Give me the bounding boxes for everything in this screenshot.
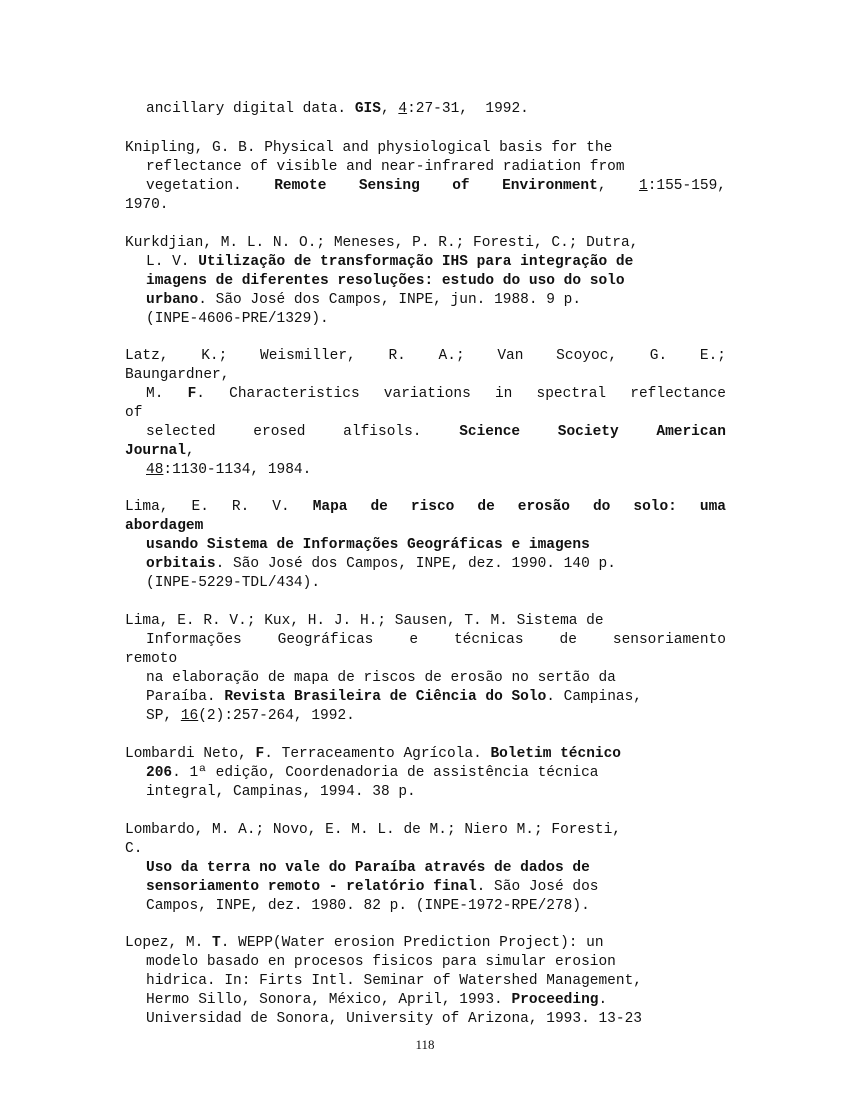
reference-line [146,972,850,991]
text-segment: Baungardner, [125,367,230,383]
text-segment: reflectance of visible and near-infrared radiation from [146,159,625,175]
text-segment: of [125,405,143,421]
bold-text: F [187,386,197,402]
bold-text: Remote Sensing of Environment [274,178,598,194]
text-segment: . São José dos Campos, INPE, dez. 1990. 140 p. [215,556,616,572]
bold-text: orbitais [146,556,216,572]
text-segment: . Campinas, [546,689,642,705]
reference-line [125,498,726,517]
reference-line [146,669,850,688]
bold-text: Science Society American [459,424,726,440]
reference-line [146,272,850,291]
bold-text: imagens de diferentes resoluções: estudo do uso do solo [146,273,625,289]
reference-line [146,859,850,878]
page-number: 118 [415,1037,435,1052]
text-segment: L. V. [146,254,199,270]
bold-text: Mapa de risco de erosão do solo: uma [312,499,726,515]
text-segment: M. [146,386,188,402]
volume-number: 1 [638,178,648,194]
text-segment: . WEPP(Water erosion Prediction Project): un [220,935,604,951]
text-segment: (INPE-4606-PRE/1329). [146,311,329,327]
reference-line [125,934,850,953]
reference-line [125,442,850,461]
bold-text: abordagem [125,518,204,534]
reference-line [146,991,850,1010]
text-segment: Lima, E. R. V.; Kux, H. J. H.; Sausen, T. M. Sistema de [125,613,604,629]
reference-line [125,821,850,840]
text-segment: ancillary digital data. [146,101,355,117]
text-segment: Lombardo, M. A.; Novo, E. M. L. de M.; Niero M.; Foresti, [125,822,621,838]
text-segment: C. [125,841,143,857]
text-segment: vegetation. [146,178,275,194]
bold-text: usando Sistema de Informações Geográficas e imagens [146,537,590,553]
text-segment: , [597,178,639,194]
text-segment: integral, Campinas, 1994. 38 p. [146,784,416,800]
reference-line [125,139,850,158]
bold-text: Boletim técnico [490,746,622,762]
text-segment: Latz, K.; Weismiller, R. A.; Van Scoyoc, G. E.; [125,348,726,364]
reference-line [146,1010,850,1029]
bold-text: Journal [125,443,186,459]
text-segment: , [185,443,195,459]
text-segment: 1970. [125,197,169,213]
reference-line [146,878,850,897]
reference-line [125,196,850,215]
reference-line [125,745,850,764]
bold-text: Proceeding [511,992,599,1008]
text-segment: . 1ª edição, Coordenadoria de assistência técnica [172,765,599,781]
reference-line [146,253,850,272]
reference-line [146,177,726,196]
text-segment: Lopez, M. [125,935,213,951]
text-segment: . Terraceamento Agrícola. [264,746,491,762]
reference-line [146,536,850,555]
text-segment: (2):257-264, 1992. [198,708,355,724]
bold-text: urbano [146,292,199,308]
bold-text: sensoriamento remoto - relatório final [146,879,477,895]
volume-number: 16 [180,708,199,724]
bold-text: F [255,746,265,762]
text-segment: Hermo Sillo, Sonora, México, April, 1993. [146,992,512,1008]
reference-line [125,366,850,385]
text-segment: Lombardi Neto, [125,746,256,762]
reference-line [125,612,850,631]
text-segment: Knipling, G. B. Physical and physiological basis for the [125,140,613,156]
text-segment: na elaboração de mapa de riscos de erosão no sertão da [146,670,616,686]
text-segment: , [380,101,399,117]
reference-line [146,158,850,177]
reference-line [125,840,850,859]
bold-text: 206 [146,765,173,781]
text-segment: selected erosed alfisols. [146,424,460,440]
text-segment: Informações Geográficas e técnicas de sensoriamento [146,632,726,648]
reference-line [146,461,850,480]
reference-line [146,688,850,707]
volume-number: 48 [146,462,164,478]
text-segment: . [598,992,608,1008]
bold-text: Revista Brasileira de Ciência do Solo [224,689,547,705]
text-segment: Lima, E. R. V. [125,499,313,515]
reference-line [146,783,850,802]
reference-line [146,385,726,404]
text-segment: hidrica. In: Firts Intl. Seminar of Watershed Management, [146,973,642,989]
reference-line [146,707,850,726]
text-segment: :1130-1134, 1984. [163,462,312,478]
reference-line [125,404,850,423]
reference-line [125,234,850,253]
text-segment: Kurkdjian, M. L. N. O.; Meneses, P. R.; Foresti, C.; Dutra, [125,235,639,251]
text-segment: :155-159, [647,178,727,194]
reference-line [125,347,726,366]
text-segment: . Characteristics variations in spectral reflectance [196,386,726,402]
reference-line [146,310,850,329]
reference-line [146,100,850,119]
text-segment: Paraíba. [146,689,225,705]
bold-text: Utilização de transformação IHS para integração de [198,254,634,270]
reference-line [146,764,850,783]
text-segment: . São José dos Campos, INPE, jun. 1988. 9 p. [198,292,582,308]
text-segment: modelo basado en procesos fisicos para simular erosion [146,954,616,970]
text-segment: (INPE-5229-TDL/434). [146,575,321,591]
reference-line [146,555,850,574]
text-segment: Universidad de Sonora, University of Arizona, 1993. 13-23 [146,1011,642,1027]
volume-number: 4 [398,101,408,117]
reference-line [146,574,850,593]
text-segment: :27-31, 1992. [407,101,529,117]
text-segment: remoto [125,651,178,667]
reference-line [146,291,850,310]
reference-line [146,423,726,442]
bold-text: Uso da terra no vale do Paraíba através de dados de [146,860,590,876]
reference-line [146,897,850,916]
bold-text: T [212,935,221,951]
reference-line [146,953,850,972]
reference-line [125,650,850,669]
reference-line [125,517,850,536]
reference-line [146,631,726,650]
text-segment: Campos, INPE, dez. 1980. 82 p. (INPE-1972-RPE/278). [146,898,590,914]
bold-text: GIS [354,101,381,117]
text-segment: . São José dos [476,879,599,895]
text-segment: SP, [146,708,181,724]
